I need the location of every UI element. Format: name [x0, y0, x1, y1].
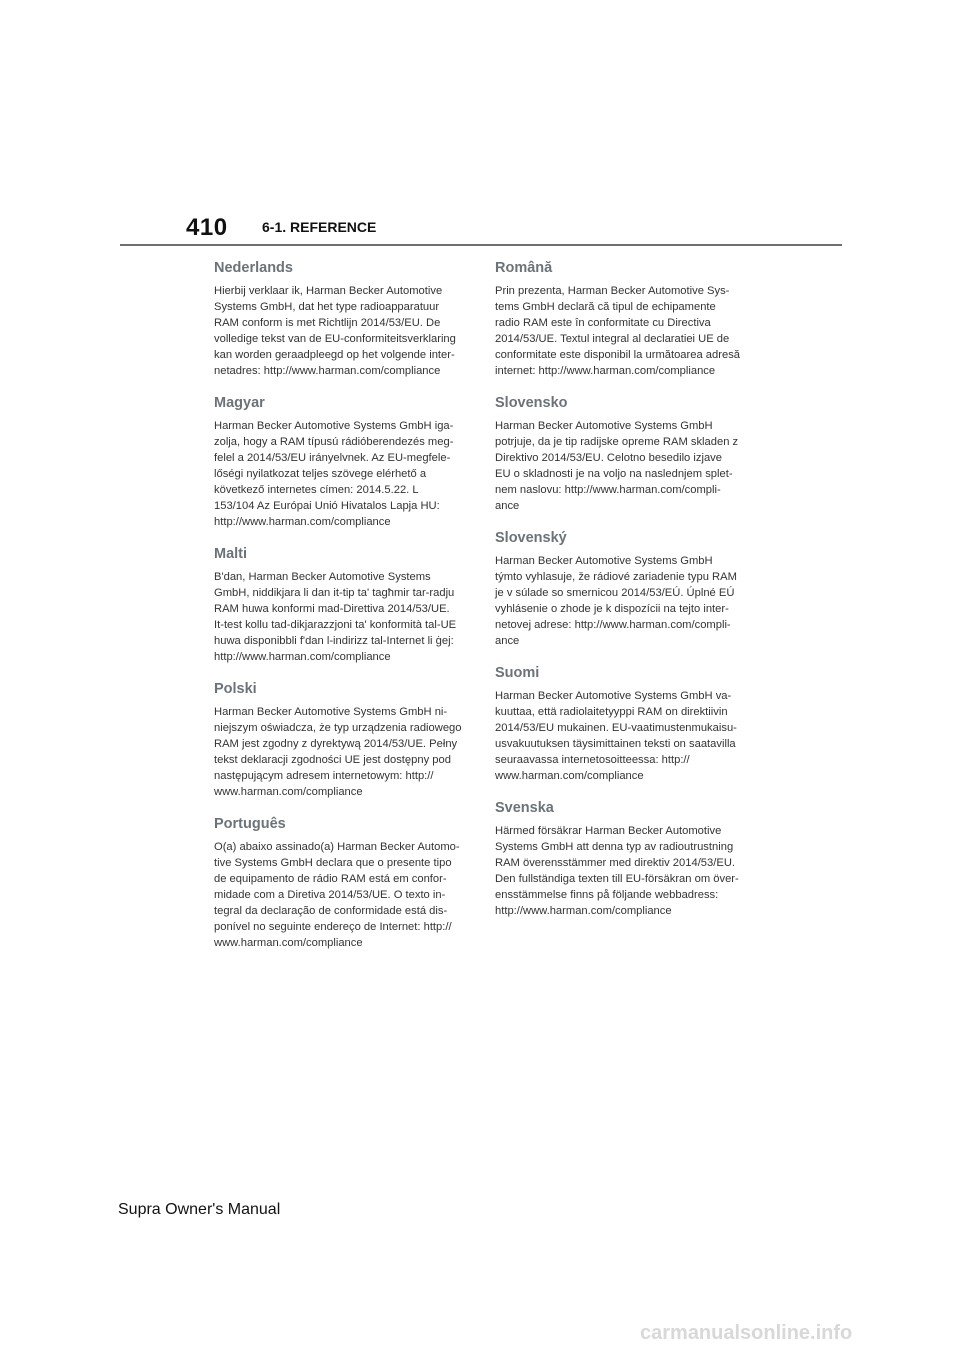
lang-heading: Slovensko	[495, 395, 568, 411]
lang-text: Harman Becker Automotive Systems GmbH va- kuuttaa, että radiolaitetyyppi RAM on direktiivin 2014/53/EU mukainen. EU-vaatimustenmukaisu- usvakuutuksen täysimittainen teksti on saatavilla seuraavassa internetosoitteessa: http:// www.harman.com/compliance	[495, 690, 737, 782]
lang-block-suomi	[495, 663, 747, 784]
lang-text: Harman Becker Automotive Systems GmbH potrjuje, da je tip radijske opreme RAM skladen z Direktivo 2014/53/EU. Celotno besedilo izjave EU o skladnosti je na voljo na naslednjem splet- nem naslovu: http://www.harman.com/compli- ance	[495, 420, 739, 512]
lang-text: Härmed försäkrar Harman Becker Automotive Systems GmbH att denna typ av radioutrustning RAM överensstämmer med direktiv 2014/53/EU. Den fullständiga texten till EU-försäkran om över- ensstämmelse finns på följande webbadress: http://www.harman.com/compliance	[495, 825, 739, 917]
lang-heading: Slovenský	[495, 530, 567, 546]
lang-block-slovensko	[495, 393, 747, 514]
lang-heading: Malti	[214, 546, 248, 562]
lang-block-polski	[214, 679, 466, 800]
lang-block-slovensky	[495, 528, 747, 649]
right-column	[495, 258, 747, 933]
lang-text: Prin prezenta, Harman Becker Automotive Sys- tems GmbH declară că tipul de echipamente radio RAM este în conformitate cu Directiva 2014/53/UE. Textul integral al declaratiei UE de conformitate este disponibil la următoarea adresă internet: http://www.harman.com/compliance	[495, 285, 741, 377]
lang-block-portugues	[214, 814, 466, 951]
left-column	[214, 258, 466, 965]
manual-title: Supra Owner's Manual	[118, 1201, 281, 1218]
lang-heading: Polski	[214, 681, 257, 697]
lang-heading: Svenska	[495, 800, 554, 816]
lang-heading: Magyar	[214, 395, 265, 411]
lang-text: Harman Becker Automotive Systems GmbH ni- niejszym oświadcza, że typ urządzenia radiowego RAM jest zgodny z dyrektywą 2014/53/UE. Pełny tekst deklaracji zgodności UE jest dostępny pod następującym adresem internetowym: http:// www.harman.com/compliance	[214, 706, 462, 798]
page-number: 410	[186, 214, 228, 241]
lang-heading: Português	[214, 816, 286, 832]
page-header	[0, 0, 960, 250]
lang-block-romana	[495, 258, 747, 379]
lang-heading: Nederlands	[214, 260, 293, 276]
lang-block-malti	[214, 544, 466, 665]
lang-block-svenska	[495, 798, 747, 919]
watermark-text: carmanualsonline.info	[640, 1322, 853, 1344]
section-title: 6-1. REFERENCE	[262, 219, 377, 235]
lang-text: Harman Becker Automotive Systems GmbH týmto vyhlasuje, že rádiové zariadenie typu RAM je v súlade so smernicou 2014/53/EÚ. Úplné EÚ vyhlásenie o zhode je k dispozícii na tejto inter- netovej adrese: http://www.harman.com/compli- ance	[495, 555, 737, 647]
lang-block-magyar	[214, 393, 466, 530]
header-divider	[120, 244, 842, 246]
lang-block-nederlands	[214, 258, 466, 379]
lang-text: Hierbij verklaar ik, Harman Becker Automotive Systems GmbH, dat het type radioapparatuur RAM conform is met Richtlijn 2014/53/EU. De volledige tekst van de EU-conformiteitsverklaring kan worden geraadpleegd op het volgende inter- netadres: http://www.harman.com/compliance	[214, 285, 456, 377]
lang-text: O(a) abaixo assinado(a) Harman Becker Automo- tive Systems GmbH declara que o presente tipo de equipamento de rádio RAM está em confor- midade com a Diretiva 2014/53/UE. O texto in- tegral da declaração de conformidade está dis- ponível no seguinte endereço de Internet: http:// www.harman.com/compliance	[214, 841, 460, 949]
lang-heading: Suomi	[495, 665, 540, 681]
lang-heading: Română	[495, 260, 553, 276]
lang-text: Harman Becker Automotive Systems GmbH iga- zolja, hogy a RAM típusú rádióberendezés meg- felel a 2014/53/EU irányelvnek. Az EU-megfele- lőségi nyilatkozat teljes szövege elérhető a következő internetes címen: 2014.5.22. L 153/104 Az Európai Unió Hivatalos Lapja HU: http://www.harman.com/compliance	[214, 420, 454, 528]
lang-text: B'dan, Harman Becker Automotive Systems GmbH, niddikjara li dan it-tip ta' tagħmir tar-radju RAM huwa konformi mad-Direttiva 2014/53/UE. It-test kollu tad-dikjarazzjoni ta' konformità tal-UE huwa disponibbli f'dan l-indirizz tal-Internet li ġej: http://www.harman.com/compliance	[214, 571, 457, 663]
